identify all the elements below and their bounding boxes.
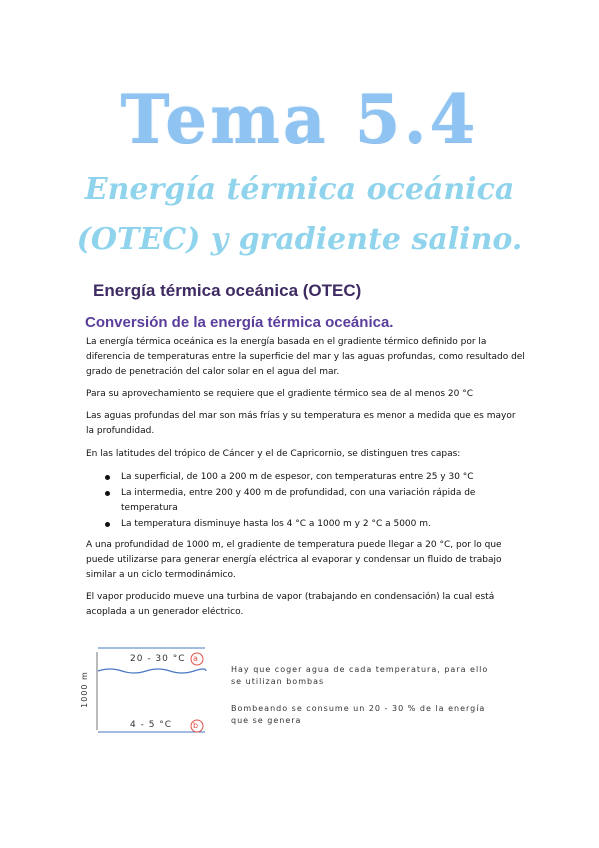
list-item	[86, 470, 516, 485]
sketch-bottom-temp: 4 - 5 °C	[130, 720, 173, 730]
section-heading: Energía térmica oceánica (OTEC)	[93, 281, 362, 300]
thermocline-wave	[98, 669, 206, 673]
paragraph-layers-intro: En las latitudes del trópico de Cáncer y el de Capricornio, se distinguen tres capas:	[86, 449, 461, 459]
sketch-depth-label: 1000 m	[79, 671, 89, 708]
sub-heading: Conversión de la energía térmica oceánica.	[85, 314, 394, 331]
list-item-text: La temperatura disminuye hasta los 4 °C a 1000 m y 2 °C a 5000 m.	[121, 519, 431, 529]
sketch-note-pumps: Hay que coger agua de cada temperatura, para ello se utilizan bombas	[231, 665, 489, 686]
paragraph-definition: La energía térmica oceánica es la energía basada en el gradiente térmico definido por la diferencia de temperaturas entre la superficie del mar y las aguas profundas, como resultado del grado de penetración del calor solar en el agua del mar.	[86, 337, 525, 377]
layers-list	[86, 470, 516, 533]
paragraph-turbine: El vapor producido mueve una turbina de vapor (trabajando en condensación) la cual está acoplada a un generador eléctrico.	[86, 592, 495, 617]
page-title: Tema 5.4	[120, 80, 479, 158]
list-item	[86, 517, 516, 532]
paragraph-gradient-depth: A una profundidad de 1000 m, el gradiente de temperatura puede llegar a 20 °C, por lo que puede utilizarse para generar energía eléctrica al evaporar y condensar un fluido de trabajo similar a un ciclo termodinámico.	[86, 540, 502, 580]
sketch-note-energy: Bombeando se consume un 20 - 30 % de la energía que se genera	[231, 704, 486, 725]
list-item	[86, 486, 516, 516]
bullet-icon	[105, 491, 110, 496]
bullet-icon	[105, 522, 110, 527]
list-item-text: La intermedia, entre 200 y 400 m de profundidad, con una variación rápida de temperatura	[121, 488, 476, 513]
bullet-icon	[105, 475, 110, 480]
sketch-circle-b: b	[193, 721, 200, 730]
paragraph-deep-water: Las aguas profundas del mar son más frías y su temperatura es menor a medida que es mayor la profundidad.	[86, 411, 516, 436]
subtitle-line-2: (OTEC) y gradiente salino.	[76, 222, 523, 257]
paragraph-requirement: Para su aprovechamiento se requiere que el gradiente térmico sea de al menos 20 °C	[86, 389, 473, 399]
sketch-circle-a: a	[193, 654, 199, 663]
subtitle-line-1: Energía térmica oceánica	[84, 172, 515, 207]
list-item-text: La superficial, de 100 a 200 m de espesor, con temperaturas entre 25 y 30 °C	[121, 472, 474, 482]
sketch-top-temp: 20 - 30 °C	[130, 654, 186, 664]
